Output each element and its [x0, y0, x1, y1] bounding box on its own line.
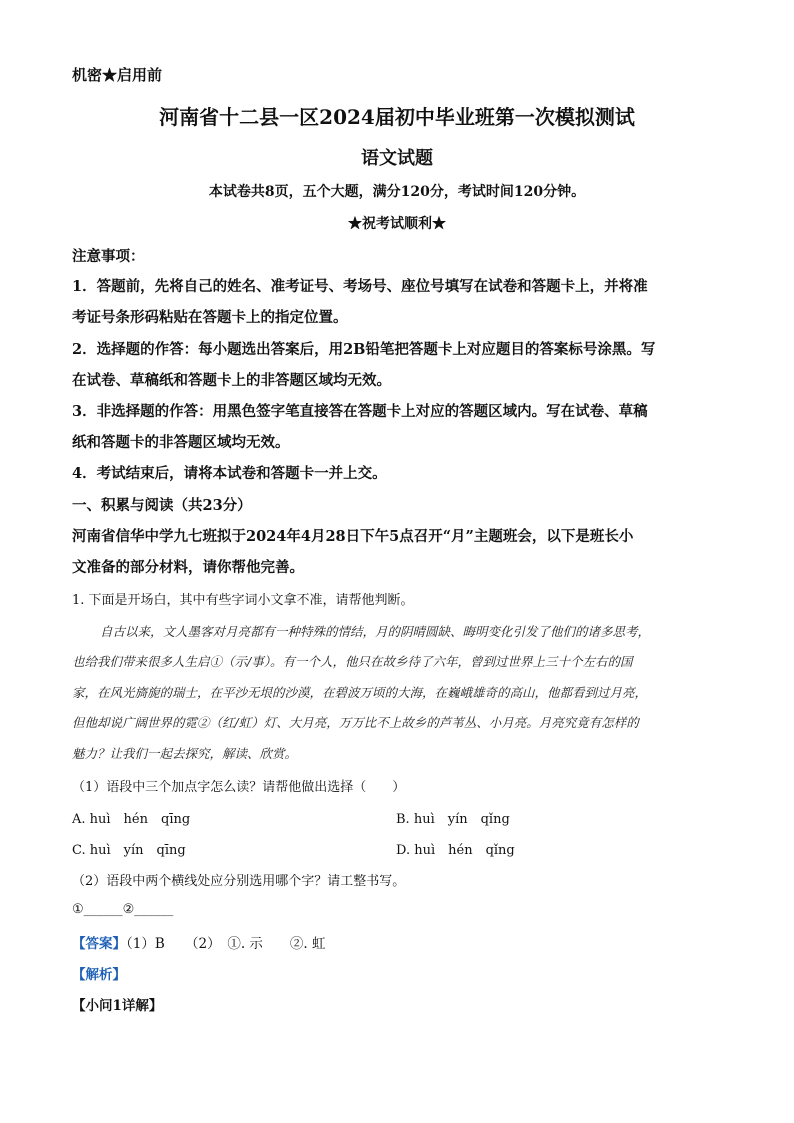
exam-info: 本试卷共8页，五个大题，满分120分，考试时间120分钟。 — [208, 184, 586, 200]
question-1: 1. 下面是开场白，其中有些字词小文拿不准，请帮他判断。 — [72, 593, 414, 608]
option-d: D. huì hén qǐng — [396, 843, 515, 858]
passage-line: 但他却说广阔世界的霓②（红/虹）灯、大月亮，万万比不上故乡的芦苇丛、小月亮。月亮究竟有怎样的 — [72, 715, 639, 730]
note-line: 纸和答题卡的非答题区域均无效。 — [72, 434, 290, 451]
answer-label: 【答案】 — [72, 936, 126, 952]
passage-line: 也给我们带来很多人生启①（示/事）。有一个人，他只在故乡待了六年，曾到过世界上三十个左右的国 — [72, 654, 633, 669]
analysis-label: 【解析】 — [72, 967, 126, 983]
detail-label: 【小问1详解】 — [72, 998, 163, 1014]
option-c: C. huì yín qīng — [72, 843, 186, 858]
answer-row — [72, 932, 326, 952]
section-heading: 一、积累与阅读（共23分） — [72, 497, 252, 514]
good-luck-line: ★祝考试顺利★ — [348, 216, 446, 232]
note-line: 2．选择题的作答：每小题选出答案后，用2B铅笔把答题卡上对应题目的答案标号涂黑。写 — [72, 341, 656, 358]
exam-title: 河南省十二县一区2024届初中毕业班第一次模拟测试 — [159, 105, 635, 129]
section-intro-line: 文准备的部分材料，请你帮他完善。 — [72, 559, 304, 576]
passage-line: 魅力？让我们一起去探究，解读、欣赏。 — [72, 746, 298, 761]
note-line: 考证号条形码粘贴在答题卡上的指定位置。 — [72, 309, 348, 326]
note-line: 3．非选择题的作答：用黑色签字笔直接答在答题卡上对应的答题区域内。写在试卷、草稿 — [72, 403, 648, 420]
sub-question-2: （2）语段中两个横线处应分别选用哪个字？请工整书写。 — [72, 874, 406, 889]
exam-subtitle: 语文试题 — [361, 148, 433, 169]
answer-text: （1）B （2） ①. 示 ②. 虹 — [126, 936, 326, 952]
option-b: B. huì yín qǐng — [396, 812, 510, 827]
passage-line: 家，在风光旖旎的瑞士，在平沙无垠的沙漠，在碧波万顷的大海，在巍峨雄奇的高山，他都看到过月亮， — [72, 685, 648, 700]
answer-blanks: ①______②______ — [72, 902, 174, 917]
sub-question-1: （1）语段中三个加点字怎么读？请帮他做出选择（ ） — [72, 780, 406, 795]
note-line: 1．答题前，先将自己的姓名、准考证号、考场号、座位号填写在试卷和答题卡上，并将准 — [72, 278, 648, 295]
note-line: 在试卷、草稿纸和答题卡上的非答题区域均无效。 — [72, 372, 391, 389]
notes-heading: 注意事项： — [72, 248, 145, 265]
option-a: A. huì hén qīng — [72, 812, 191, 827]
passage-line: 自古以来，文人墨客对月亮都有一种特殊的情结，月的阴晴圆缺、晦明变化引发了他们的诸多思考， — [100, 624, 651, 639]
confidential-label: 机密★启用前 — [72, 66, 163, 84]
note-line: 4．考试结束后，请将本试卷和答题卡一并上交。 — [72, 465, 387, 482]
section-intro-line: 河南省信华中学九七班拟于2024年4月28日下午5点召开“月”主题班会，以下是班长小 — [72, 528, 634, 545]
